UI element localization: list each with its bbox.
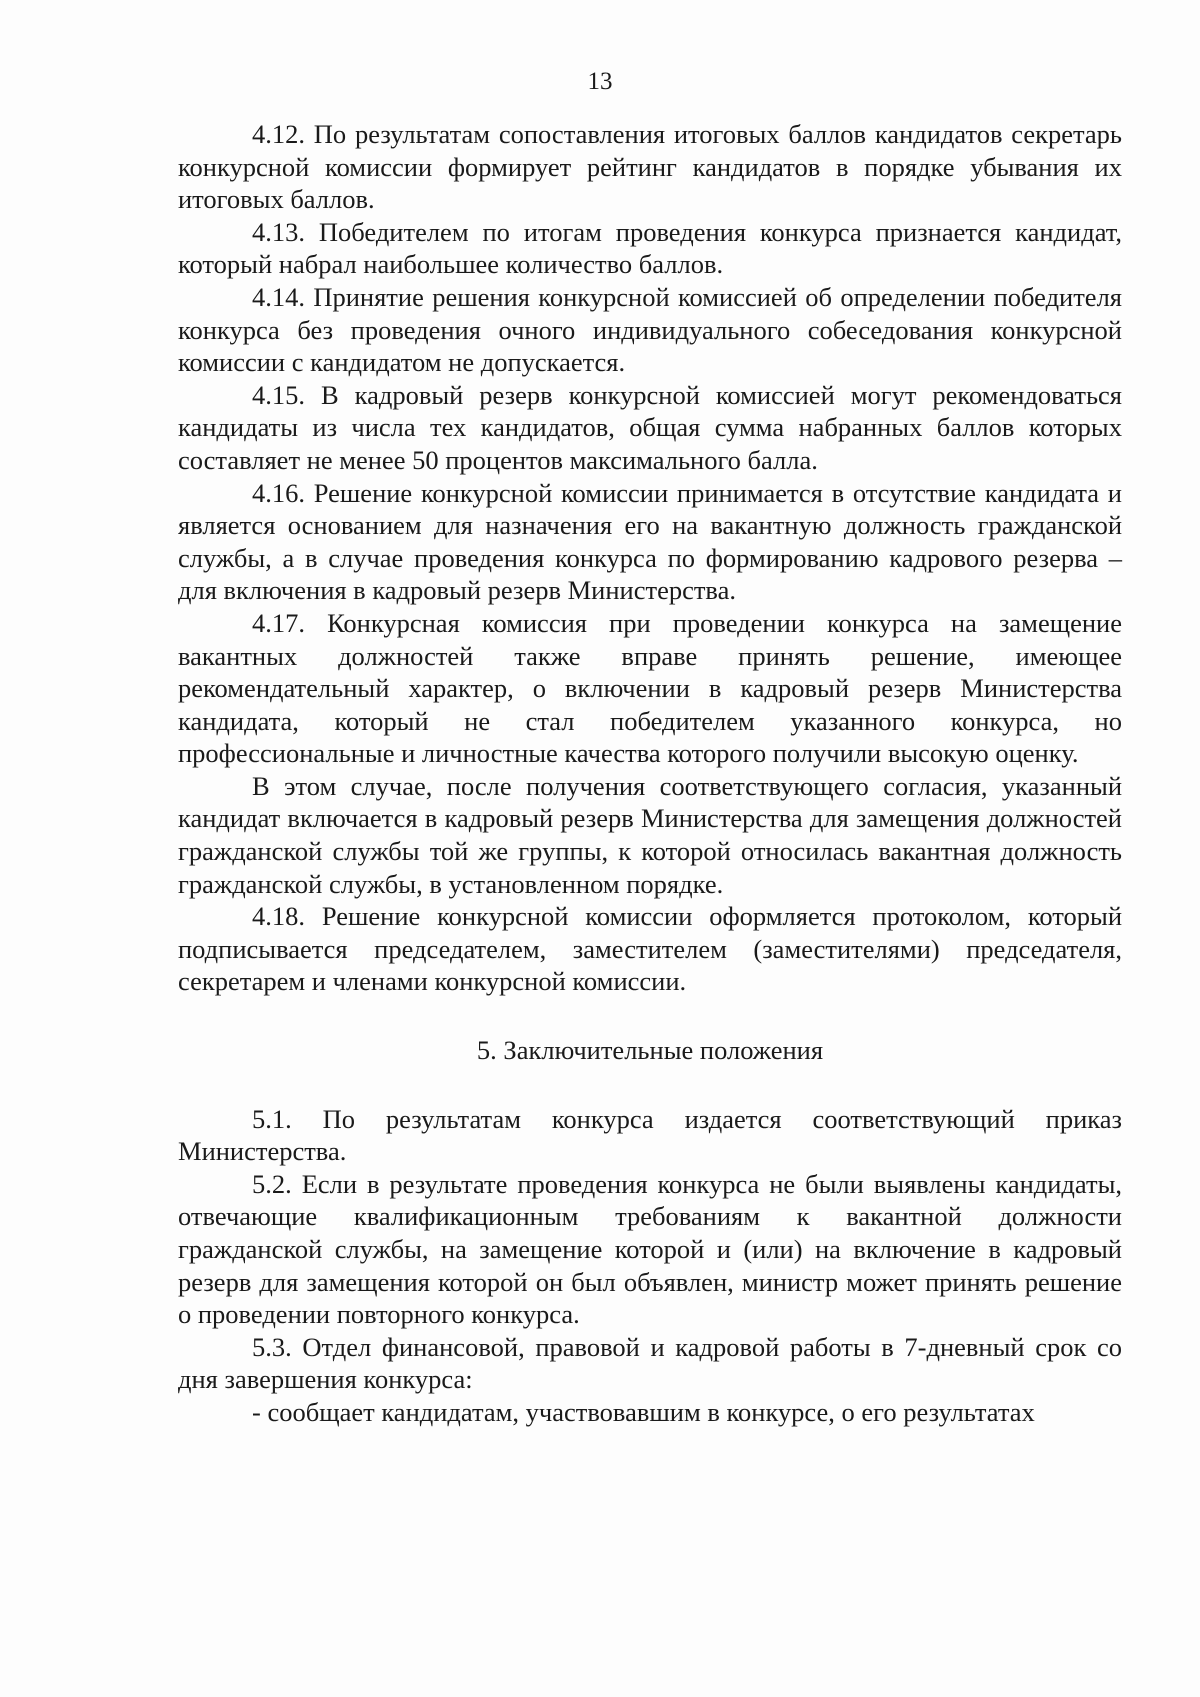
document-body [178,118,1122,1429]
paragraph-4-17: 4.17. Конкурсная комиссия при проведении конкурса на замещение вакантных должностей также вправе принять решение, имеющее рекомендательный характер, о включении в кадровый резерв Министерства кандидата, который не стал победителем указанного конкурса, но профессиональные и личностные качества которого получили высокую оценку. [178,607,1122,769]
paragraph-4-17-continued: В этом случае, после получения соответствующего согласия, указанный кандидат включается в кадровый резерв Министерства для замещения должностей гражданской службы той же группы, к которой относилась вакантная должность гражданской службы, в установленном порядке. [178,770,1122,899]
paragraph-5-2: 5.2. Если в результате проведения конкурса не были выявлены кандидаты, отвечающие квалификационным требованиям к вакантной должности гражданской службы, на замещение которой и (или) на включение в кадровый резерв для замещения которой он был объявлен, министр может принять решение о проведении повторного конкурса. [178,1168,1122,1330]
paragraph-5-3: 5.3. Отдел финансовой, правовой и кадровой работы в 7-дневный срок со дня завершения конкурса: [178,1331,1122,1395]
paragraph-4-15: 4.15. В кадровый резерв конкурсной комиссией могут рекомендоваться кандидаты из числа тех кандидатов, общая сумма набранных баллов которых составляет не менее 50 процентов максимального балла. [178,379,1122,475]
page-number: 13 [587,68,613,95]
paragraph-5-1: 5.1. По результатам конкурса издается соответствующий приказ Министерства. [178,1103,1122,1167]
paragraph-4-18: 4.18. Решение конкурсной комиссии оформляется протоколом, который подписывается председателем, заместителем (заместителями) председателя, секретарем и членами конкурсной комиссии. [178,901,1122,997]
section-5-heading: 5. Заключительные положения [476,1035,824,1066]
paragraph-4-14: 4.14. Принятие решения конкурсной комиссией об определении победителя конкурса без проведения очного индивидуального собеседования конкурсной комиссии с кандидатом не допускается. [178,281,1122,378]
paragraph-4-12: 4.12. По результатам сопоставления итоговых баллов кандидатов секретарь конкурсной комиссии формирует рейтинг кандидатов в порядке убывания их итоговых баллов. [178,119,1122,215]
paragraph-4-16: 4.16. Решение конкурсной комиссии принимается в отсутствие кандидата и является основанием для назначения его на вакантную должность гражданской службы, а в случае проведения конкурса по формированию кадрового резерва – для включения в кадровый резерв Министерства. [178,477,1122,606]
paragraph-4-13: 4.13. Победителем по итогам проведения конкурса признается кандидат, который набрал наибольшее количество баллов. [178,216,1122,280]
list-item: - сообщает кандидатам, участвовавшим в конкурсе, о его результатах [252,1396,1035,1427]
